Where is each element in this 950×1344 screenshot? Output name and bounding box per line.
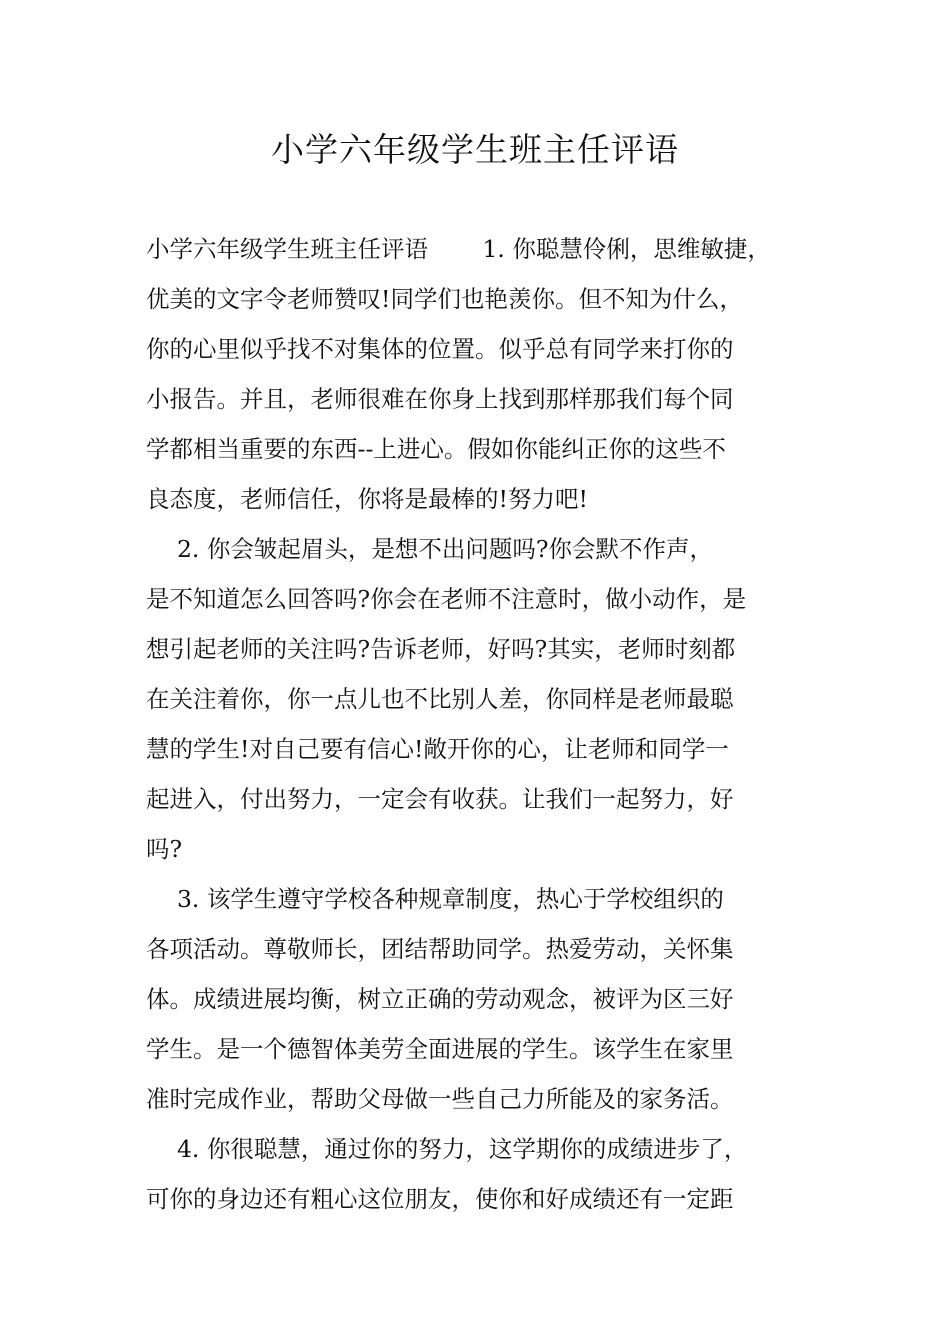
body-line: 3. 该学生遵守学校各种规章制度，热心于学校组织的 [146,885,724,913]
body-line: 吗? [146,835,183,863]
body-line: 学生。是一个德智体美劳全面进展的学生。该学生在家里 [146,1035,734,1063]
body-line: 慧的学生!对自己要有信心!敞开你的心，让老师和同学一 [146,735,729,763]
body-line: 4. 你很聪慧，通过你的努力，这学期你的成绩进步了， [146,1135,748,1163]
body-line: 想引起老师的关注吗?告诉老师，好吗?其实，老师时刻都 [146,635,736,663]
body-line: 是不知道怎么回答吗?你会在老师不注意时，做小动作，是 [146,585,747,613]
body-line: 2. 你会皱起眉头，是想不出问题吗?你会默不作声， [146,535,713,563]
body-line: 小报告。并且，老师很难在你身上找到那样那我们每个同 [146,385,734,413]
body-line: 小学六年级学生班主任评语 1. 你聪慧伶俐，思维敏捷， [146,235,771,263]
body-line: 在关注着你，你一点儿也不比别人差，你同样是老师最聪 [146,685,734,713]
body-line: 各项活动。尊敬师长，团结帮助同学。热爱劳动，关怀集 [146,935,734,963]
body-line: 准时完成作业，帮助父母做一些自己力所能及的家务活。 [146,1085,734,1113]
body-line: 良态度，老师信任，你将是最棒的!努力吧! [146,485,588,513]
document-title: 小学六年级学生班主任评语 [271,130,679,169]
body-line: 体。成绩进展均衡，树立正确的劳动观念，被评为区三好 [146,985,734,1013]
body-line: 学都相当重要的东西--上进心。假如你能纠正你的这些不 [146,435,726,463]
body-line: 起进入，付出努力，一定会有收获。让我们一起努力，好 [146,785,734,813]
body-line: 优美的文字令老师赞叹!同学们也艳羡你。但不知为什么， [146,285,743,313]
body-line: 可你的身边还有粗心这位朋友，使你和好成绩还有一定距 [146,1185,734,1213]
body-line: 你的心里似乎找不对集体的位置。似乎总有同学来打你的 [146,335,734,363]
